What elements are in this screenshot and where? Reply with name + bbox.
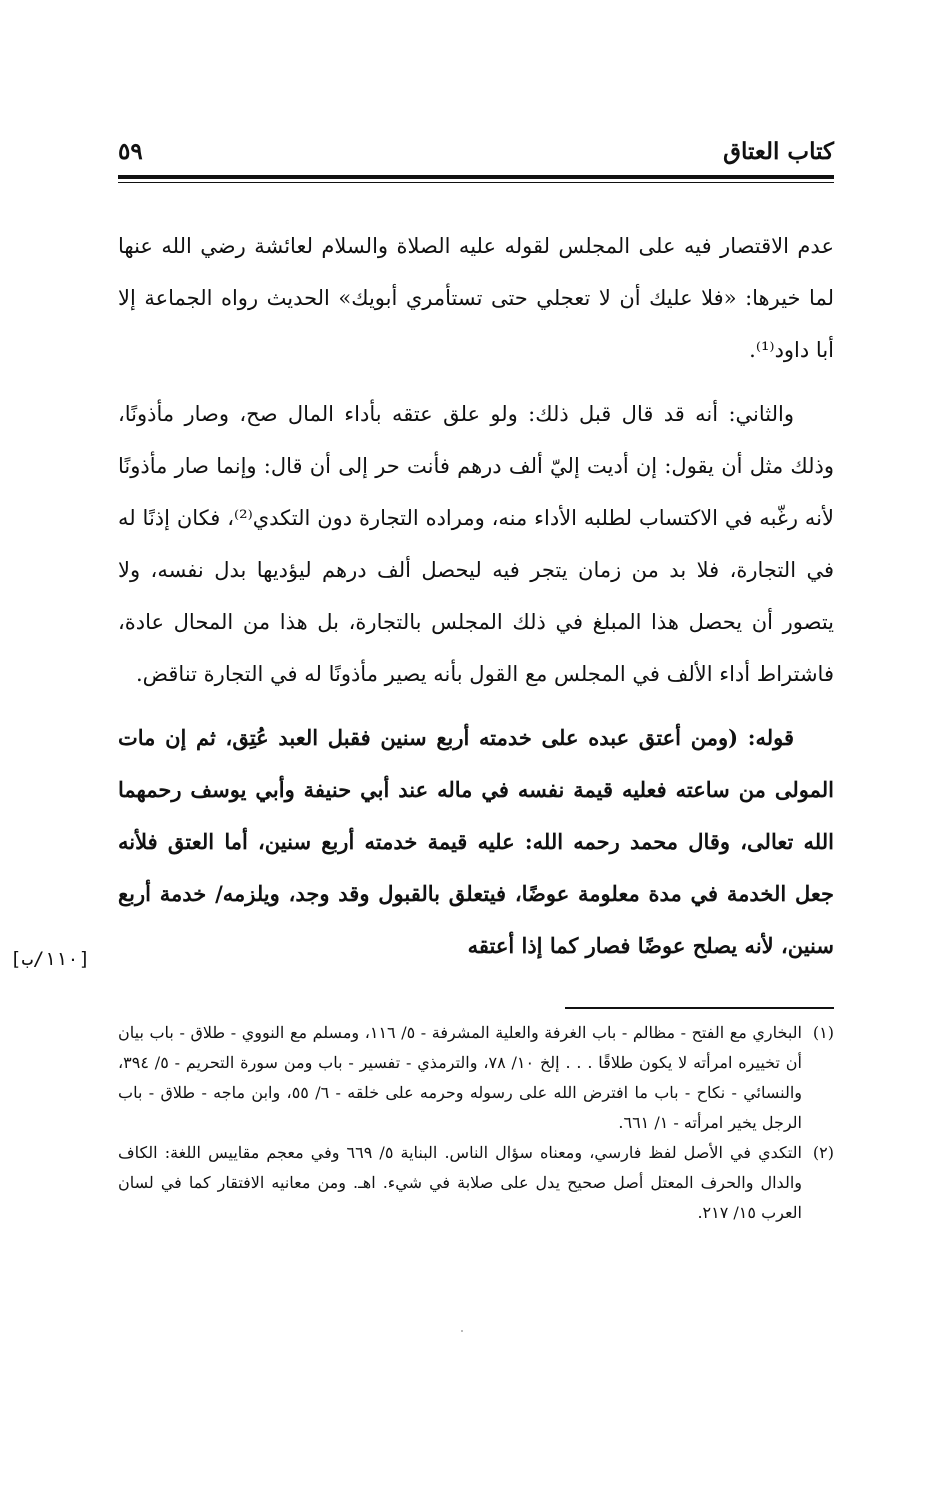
paragraph-2: والثاني: أنه قد قال قبل ذلك: ولو علق عتقه بأداء المال صح، وصار مأذونًا، وذلك مثل أن يقول: إن أديت إليّ ألف درهم فأنت حر إلى أن قال: وإنما صار مأذونًا لأنه رغّبه في الاكتساب لطلبه الأداء منه، ومراده التجارة دون التكدي⁽²⁾، فكان إذنًا له في التجارة، فلا بد من زمان يتجر فيه ليحصل ألف درهم ليؤديها بدل نفسه، ولا يتصور أن يحصل هذا المبلغ في ذلك المجلس بالتجارة، بل هذا من المحال عادة، فاشتراط أداء الألف في المجلس مع القول بأنه يصير مأذونًا له في التجارة تناقض.	[118, 402, 834, 686]
header-rule-thick	[118, 175, 834, 179]
footnote-number: (١)	[812, 1023, 834, 1042]
running-header	[118, 138, 834, 178]
footnote-separator	[565, 1007, 834, 1009]
footnote-1	[118, 1018, 834, 1138]
footnote-number: (٢)	[812, 1143, 834, 1162]
manuscript-folio-marker: [١١٠/ب]	[10, 948, 91, 970]
page-number: ٥٩	[118, 138, 143, 165]
header-rule-thin	[118, 182, 834, 183]
footnotes	[118, 1018, 834, 1228]
paragraph-3: قوله: (ومن أعتق عبده على خدمته أربع سنين فقبل العبد عُتِق، ثم إن مات المولى من ساعته فعليه قيمة نفسه في ماله عند أبي حنيفة وأبي يوسف رحمهما الله تعالى، وقال محمد رحمه الله: عليه قيمة خدمته أربع سنين، أما العتق فلأنه جعل الخدمة في مدة معلومة عوضًا، فيتعلق بالقبول وقد وجد، ويلزمه/ خدمة أربع سنين، لأنه يصلح عوضًا فصار كما إذا أعتقه	[118, 725, 834, 958]
main-text	[118, 220, 834, 984]
footnote-2	[118, 1138, 834, 1228]
footnote-text: البخاري مع الفتح - مظالم - باب الغرفة والعلية المشرفة - ٥/ ١١٦، ومسلم مع النووي - طلاق - باب بيان أن تخييره امرأته لا يكون طلاقًا . . . إلخ ١٠/ ٧٨، والترمذي - تفسير - باب ومن سورة التحريم - ٥/ ٣٩٤، والنسائي - نكاح - باب ما افترض الله على رسوله وحرمه على خلقه - ٦/ ٥٥، وابن ماجه - طلاق - باب الرجل يخير امرأته - ١/ ٦٦١.	[118, 1023, 802, 1132]
scan-speck	[461, 1330, 463, 1332]
chapter-title: كتاب العتاق	[723, 138, 834, 165]
footnote-text: التكدي في الأصل لفظ فارسي، ومعناه سؤال الناس. البناية ٥/ ٦٦٩ وفي معجم مقاييس اللغة: الكاف والدال والحرف المعتل أصل صحيح يدل على صلابة في شيء. اهـ. ومن معانيه الافتقار كما في لسان العرب ١٥/ ٢١٧.	[118, 1143, 803, 1222]
paragraph-1: عدم الاقتصار فيه على المجلس لقوله عليه الصلاة والسلام لعائشة رضي الله عنها لما خيرها: «فلا عليك أن لا تعجلي حتى تستأمري أبويك» الحديث رواه الجماعة إلا أبا داود⁽¹⁾.	[118, 234, 834, 362]
